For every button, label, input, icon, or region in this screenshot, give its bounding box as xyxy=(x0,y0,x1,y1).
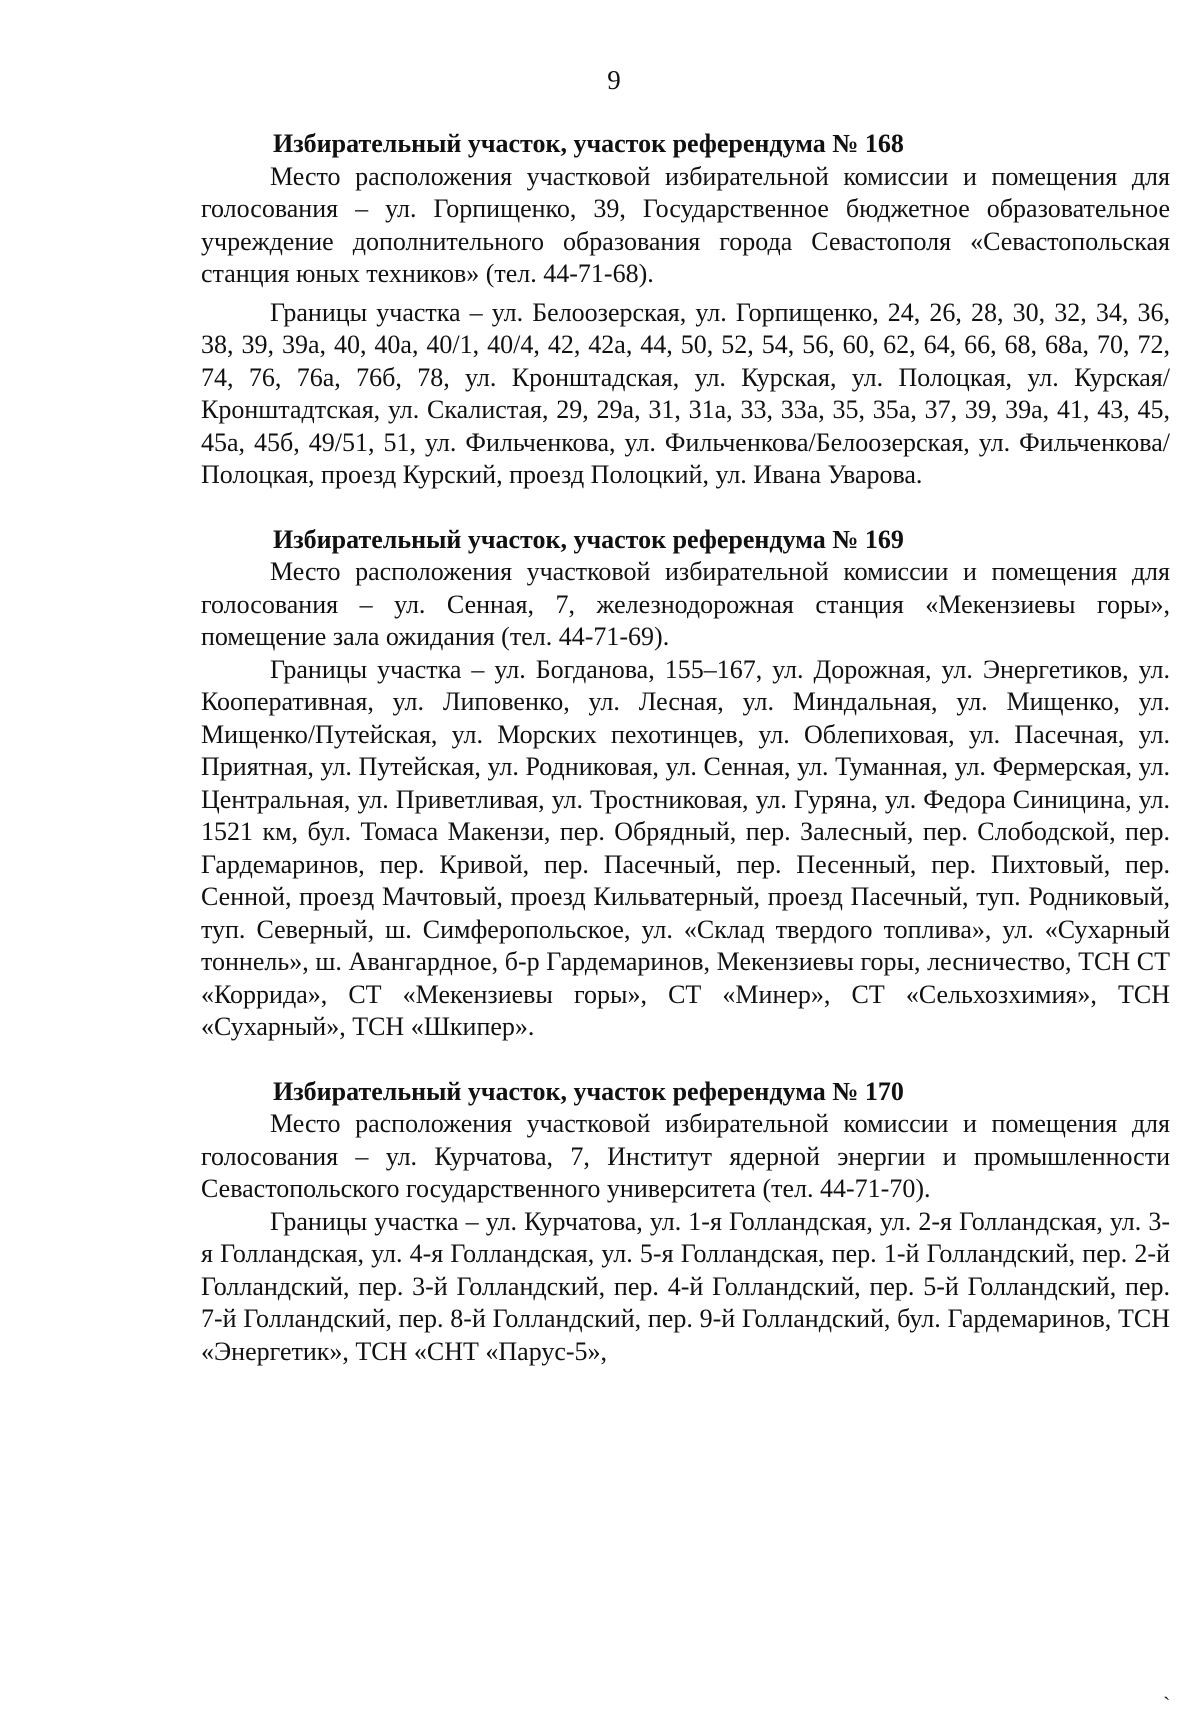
borders-paragraph: Границы участка – ул. Белоозерская, ул. Горпищенко, 24, 26, 28, 30, 32, 34, 36, 38, 39, 39а, 40, 40а, 40/1, 40/4, 42, 42а, 44, 50, 52, 54, 56, 60, 62, 64, 66, 68, 68а, 70, 72, 74, 76, 76а, 76б, 78, ул. Кронштадская, ул. Курская, ул. Полоцкая, ул. Курская/Кронштадтская, ул. Скалистая, 29, 29а, 31, 31а, 33, 33а, 35, 35а, 37, 39, 39а, 41, 43, 45, 45а, 45б, 49/51, 51, ул. Фильченкова, ул. Фильченкова/Белоозерская, ул. Фильченкова/Полоцкая, проезд Курский, проезд Полоцкий, ул. Ивана Уварова. xyxy=(201,297,1170,489)
section-heading: Избирательный участок, участок референдума № 169 xyxy=(273,524,904,554)
page-number: 9 xyxy=(607,65,621,95)
location-paragraph: Место расположения участковой избирательной комиссии и помещения для голосования – ул. Горпищенко, 39, Государственное бюджетное образовательное учреждение дополнительного образования города Севастополя «Севастопольская станция юных техников» (тел. 44-71-68). xyxy=(201,161,1170,288)
section-heading: Избирательный участок, участок референдума № 170 xyxy=(273,1076,904,1106)
borders-paragraph: Границы участка – ул. Курчатова, ул. 1-я Голландская, ул. 2-я Голландская, ул. 3-я Голландская, ул. 4-я Голландская, ул. 5-я Голландская, пер. 1-й Голландский, пер. 2-й Голландский, пер. 3-й Голландский, пер. 4-й Голландский, пер. 5-й Голландский, пер. 7-й Голландский, пер. 8-й Голландский, пер. 9-й Голландский, бул. Гардемаринов, ТСН «Энергетик», ТСН «СНТ «Парус-5», xyxy=(201,1206,1170,1366)
document-body xyxy=(201,128,1170,1368)
borders-paragraph: Границы участка – ул. Богданова, 155–167, ул. Дорожная, ул. Энергетиков, ул. Кооперативная, ул. Липовенко, ул. Лесная, ул. Миндальная, ул. Мищенко, ул. Мищенко/Путейская, ул. Морских пехотинцев, ул. Облепиховая, ул. Пасечная, ул. Приятная, ул. Путейская, ул. Родниковая, ул. Сенная, ул. Туманная, ул. Фермерская, ул. Центральная, ул. Приветливая, ул. Тростниковая, ул. Гуряна, ул. Федора Синицина, ул. 1521 км, бул. Томаса Макензи, пер. Обрядный, пер. Залесный, пер. Слободской, пер. Гардемаринов, пер. Кривой, пер. Пасечный, пер. Песенный, пер. Пихтовый, пер. Сенной, проезд Мачтовый, проезд Кильватерный, проезд Пасечный, туп. Родниковый, туп. Северный, ш. Симферопольское, ул. «Склад твердого топлива», ул. «Сухарный тоннель», ш. Авангардное, б-р Гардемаринов, Мекензиевы горы, лесничество, ТСН СТ «Коррида», СТ «Мекензиевы горы», СТ «Минер», СТ «Сельхозхимия», ТСН «Сухарный», ТСН «Шкипер». xyxy=(201,654,1170,1041)
location-paragraph: Место расположения участковой избирательной комиссии и помещения для голосования – ул. Курчатова, 7, Институт ядерной энергии и промышленности Севастопольского государственного университета (тел. 44-71-70). xyxy=(201,1109,1170,1203)
polling-station-168 xyxy=(201,128,1170,492)
polling-station-169 xyxy=(201,524,1170,1044)
section-heading: Избирательный участок, участок референдума № 168 xyxy=(273,129,904,158)
location-paragraph: Место расположения участковой избирательной комиссии и помещения для голосования – ул. Сенная, 7, железнодорожная станция «Мекензиевы горы», помещение зала ожидания (тел. 44-71-69). xyxy=(201,557,1170,651)
scan-mark: ` xyxy=(1163,1692,1171,1717)
polling-station-170 xyxy=(201,1076,1170,1369)
